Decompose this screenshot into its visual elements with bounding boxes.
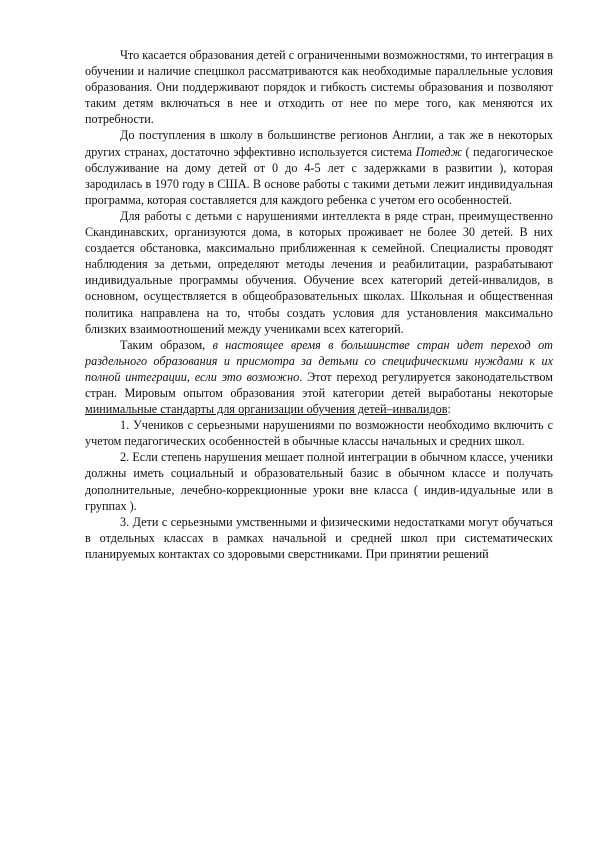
conclusion-text-e: : bbox=[447, 402, 451, 417]
portage-text-c: ( педагогическое обслуживание на дому детей от 0 до 4-5 лет с задержками в развитии ), которая зародилась в 1970 году в США. В основе работы с такими детьми лежит индивидуальная программа, которая составляется для каждого ребенка с учетом его особенностей. bbox=[85, 144, 553, 207]
conclusion-text-a: Таким образом, bbox=[120, 337, 213, 352]
list-item-1: 1. Учеников с серьезными нарушениями по возможности необходимо включить с учетом педагогических особенностей в обычные классы начальных и средних школ. bbox=[85, 418, 553, 449]
portage-term: Потедж bbox=[415, 144, 462, 159]
conclusion-emphasis: в настоящее время в большинстве стран идет переход от раздельного образования и присмотра за детьми со специфическими нуждами к их полной интеграции, если это возможно bbox=[85, 337, 553, 384]
list-item-3: 3. Дети с серьезными умственными и физическими недостатками могут обучаться в отдельных классах в рамках начальной и средней школ при систематических планируемых контактах со здоровыми сверстниками. При принятии решений bbox=[85, 514, 553, 561]
portage-text-a: До поступления в школу в большинстве регионов Англии, а так же в некоторых других странах, достаточно эффективно используется система bbox=[85, 128, 553, 159]
paragraph-integration: Что касается образования детей с ограниченными возможностями, то интеграция в обучении и наличие спецшкол рассматриваются как необходимые параллельные условия образования. Они поддерживают порядок и гибкость системы образования и позволяют таким детям включаться в нее и отходить от нее по мере того, как меняются их потребности. bbox=[85, 48, 553, 127]
paragraph-scandinavia: Для работы с детьми с нарушениями интеллекта в ряде стран, преимущественно Скандинавских, организуются дома, в которых проживает не более 30 детей. В них создается обстановка, максимально приближенная к семейной. Специалисты проводят наблюдения за детьми, определяют методы лечения и реабилитации, разрабатывают индивидуальные программы обучения. Обучение всех категорий детей-инвалидов, в основном, осуществляется в общеобразовательных школах. Школьная и общественная политика направлена на то, чтобы создать условия для установления максимально близких взаимоотношений между учениками всех категорий. bbox=[85, 208, 553, 336]
paragraph-portage bbox=[85, 127, 553, 207]
conclusion-text-c: . Этот переход регулируется законодательством стран. Мировым опытом образования этой категории детей выработаны некоторые bbox=[85, 369, 553, 400]
list-item-2: 2. Если степень нарушения мешает полной интеграции в обычном классе, ученики должны иметь социальный и образовательный базис в обычном классе и получать дополнительные, лечебно-коррекционные уроки вне класса ( индив-идуальные или в группах ). bbox=[85, 450, 553, 513]
document-page bbox=[85, 47, 553, 562]
minimum-standards-underlined: минимальные стандарты для организации обучения детей–инвалидов bbox=[85, 402, 448, 417]
paragraph-conclusion bbox=[85, 337, 553, 417]
